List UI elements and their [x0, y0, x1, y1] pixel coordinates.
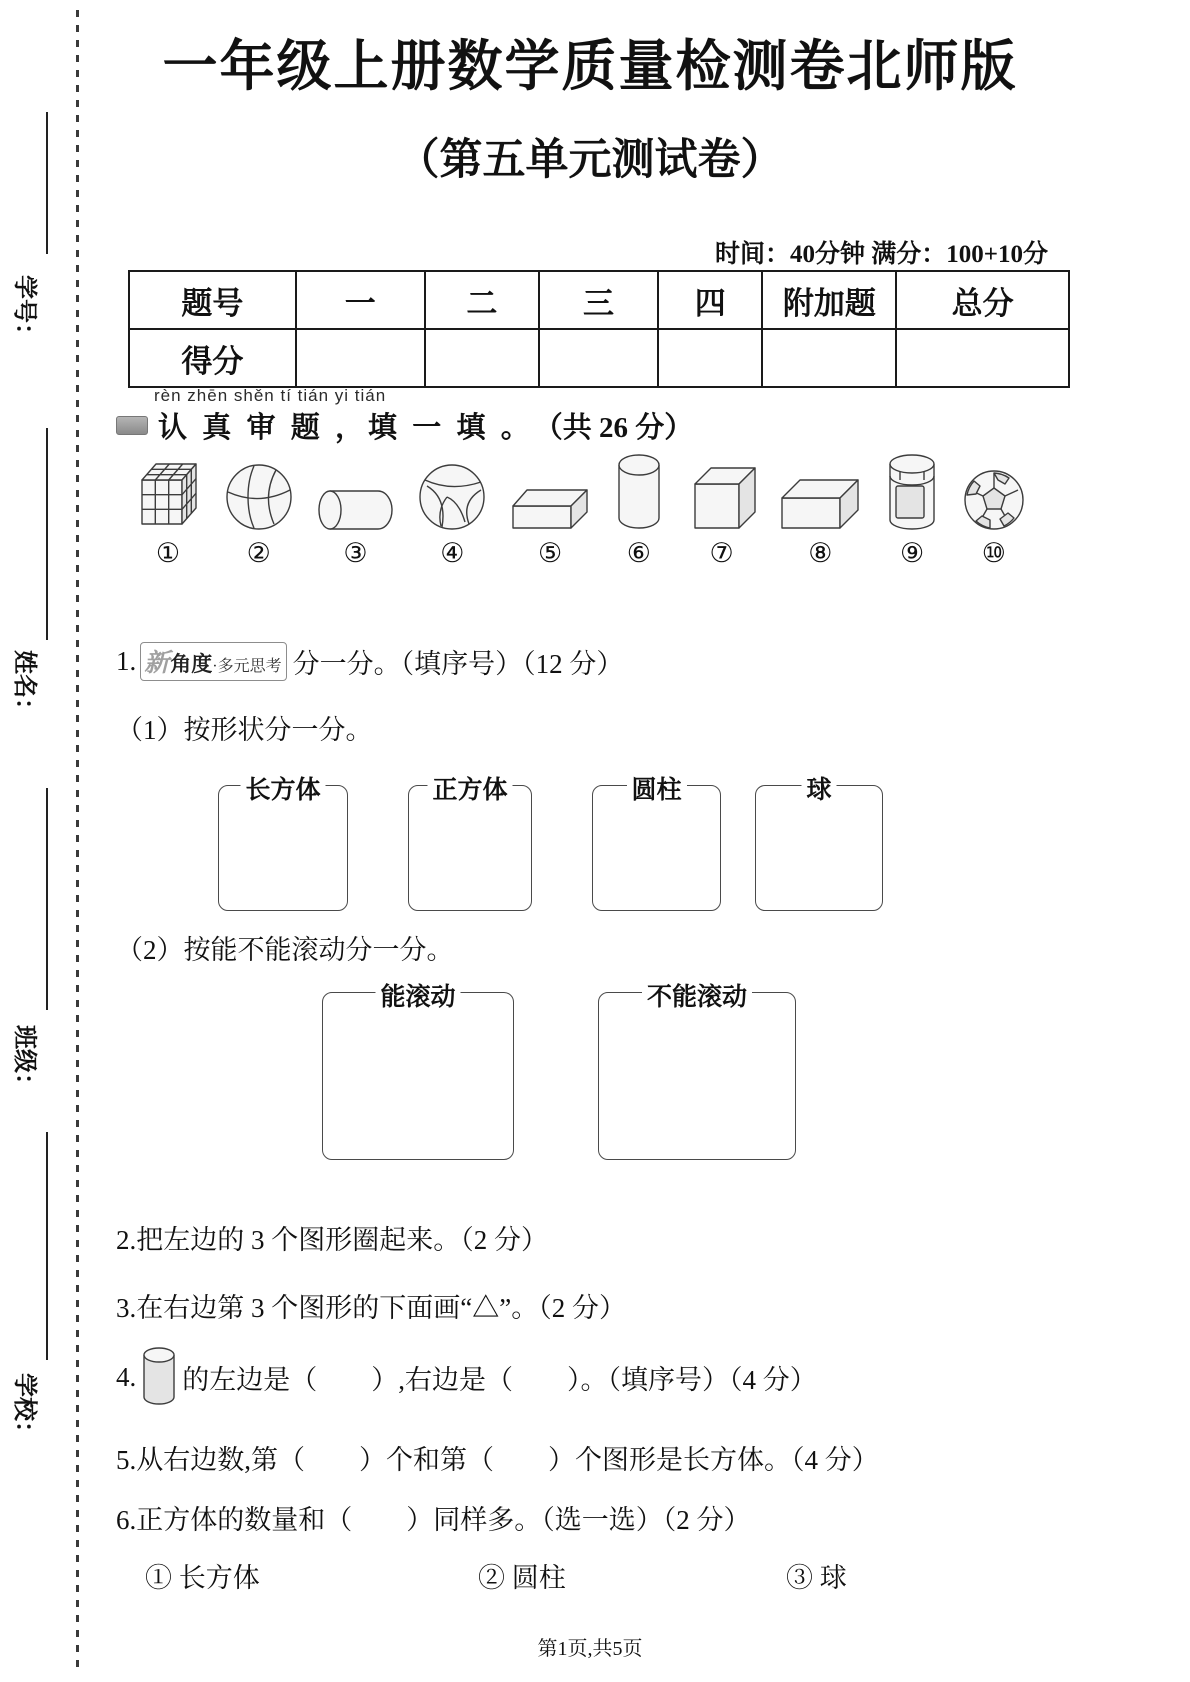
sort-box-cuboid-label: 长方体: [240, 770, 325, 806]
score-col-4: 四: [658, 271, 762, 329]
shape-number: ①: [155, 538, 181, 568]
volleyball-icon: [417, 462, 487, 532]
shape-number: ②: [246, 538, 271, 568]
sort-box-sphere-label: 球: [801, 770, 836, 806]
sort-box-cylinder-label: 圆柱: [626, 770, 686, 806]
shape-horizontal-cylinder: [316, 488, 396, 569]
question-6: 6.正方体的数量和（ ）同样多。（选一选）（2 分）: [116, 1505, 751, 1535]
score-col-2: 二: [425, 271, 539, 329]
name-label: 姓名：: [11, 650, 37, 722]
shape-flat-cuboid: [509, 482, 591, 569]
sort-box-cube-label: 正方体: [427, 770, 512, 806]
score-table-score-row: [129, 329, 1069, 387]
name-fill-line: [46, 428, 48, 640]
shape-number: ④: [440, 538, 465, 568]
sort-box-cuboid: [218, 777, 348, 911]
basketball-icon: [224, 462, 294, 532]
school-fill-line: [46, 1132, 48, 1360]
cuboid-icon: [778, 470, 862, 532]
badge-angle-text: 角度: [170, 652, 213, 676]
badge-new-text: 新: [144, 650, 170, 677]
score-col-bonus: 附加题: [762, 271, 896, 329]
page-number-footer: 第1页,共5页: [537, 1638, 643, 1660]
rubiks-cube-icon: [134, 452, 202, 532]
roll-sort-boxes: [110, 984, 1070, 1167]
soccer-ball-icon: [962, 468, 1026, 532]
shape-number: ③: [343, 538, 368, 568]
score-table: [128, 270, 1070, 388]
score-table-corner: 题号: [129, 271, 296, 329]
binding-dotted-line: [76, 10, 79, 1672]
horizontal-cylinder-icon: [316, 488, 396, 532]
shape-number: ⑩: [981, 538, 1006, 568]
shape-number: ⑤: [537, 538, 563, 568]
shape-basketball: [224, 462, 294, 569]
shape-vertical-cylinder: [613, 452, 665, 569]
sort-box-cannot-roll: [598, 984, 796, 1160]
sort-box-cannot-roll-label: 不能滚动: [642, 977, 752, 1013]
shape-soccer-ball: [962, 468, 1026, 569]
student-id-fill-line: [46, 112, 48, 254]
question-2: 2.把左边的 3 个图形圈起来。（2 分）: [116, 1225, 548, 1255]
class-label: 班级：: [11, 1025, 37, 1097]
shape-number: ⑧: [808, 538, 833, 568]
new-angle-badge: [140, 642, 286, 681]
section-heading: [116, 405, 693, 446]
score-row-label: 得分: [129, 329, 296, 387]
shape-number: ⑨: [900, 538, 925, 568]
shape-cube: [687, 458, 757, 569]
score-col-1: 一: [296, 271, 425, 329]
score-cell-1: [296, 329, 425, 387]
shape-number: ⑦: [709, 538, 734, 568]
question-1: [116, 642, 623, 681]
option-sphere: ③ 球: [786, 1563, 847, 1593]
time-score-meta: 时间：40分钟 满分：100+10分: [715, 241, 1048, 268]
score-col-total: 总分: [896, 271, 1069, 329]
shape-sort-boxes: [110, 777, 1070, 915]
shapes-strip: [134, 452, 1026, 569]
option-cylinder: ② 圆柱: [478, 1563, 566, 1593]
cube-icon: [687, 458, 757, 532]
shape-jar: [884, 452, 940, 569]
question-4-text: 的左边是（ ）,右边是（ ）。（填序号）（4 分）: [182, 1364, 817, 1395]
option-cuboid: ① 长方体: [145, 1563, 260, 1593]
section-heading-text: 认 真 审 题 ，填 一 填 。: [158, 412, 534, 444]
score-cell-3: [539, 329, 658, 387]
score-cell-bonus: [762, 329, 896, 387]
paper-content: [110, 0, 1070, 1682]
shape-rubiks-cube: [134, 452, 202, 569]
question-5: 5.从右边数,第（ ）个和第（ ）个图形是长方体。（4 分）: [116, 1445, 879, 1475]
vertical-cylinder-icon: [613, 452, 665, 532]
question-1-sub1: （1）按形状分一分。: [116, 715, 373, 745]
question-4-number: 4.: [116, 1361, 137, 1392]
student-id-label: 学号：: [11, 275, 37, 347]
sort-box-cylinder: [592, 777, 721, 911]
section-points: （共 26 分）: [533, 412, 694, 444]
school-label: 学校：: [11, 1373, 37, 1445]
score-cell-2: [425, 329, 539, 387]
score-table-header-row: [129, 271, 1069, 329]
question-4: [116, 1345, 817, 1409]
shape-volleyball: [417, 462, 487, 569]
flat-cuboid-icon: [509, 482, 591, 532]
question-3: 3.在右边第 3 个图形的下面画“△”。（2 分）: [116, 1293, 626, 1323]
jar-icon: [884, 452, 940, 532]
shape-number: ⑥: [626, 538, 651, 568]
sort-box-cube: [408, 777, 532, 911]
sort-box-sphere: [755, 777, 883, 911]
score-cell-total: [896, 329, 1069, 387]
question-4-cylinder-icon: [140, 1345, 178, 1409]
badge-think-text: ·多元思考: [212, 658, 282, 675]
score-col-3: 三: [539, 271, 658, 329]
question-1-sub2: （2）按能不能滚动分一分。: [116, 935, 454, 965]
class-fill-line: [46, 788, 48, 1010]
shape-cuboid: [778, 470, 862, 569]
paper-subtitle: （第五单元测试卷）: [396, 137, 784, 184]
section-pinyin: rèn zhēn shěn tí tián yi tián: [154, 386, 387, 405]
question-1-text: 分一分。（填序号）（12 分）: [292, 649, 624, 679]
sort-box-can-roll-label: 能滚动: [375, 977, 460, 1013]
question-1-number: 1.: [116, 646, 137, 676]
section-marker-icon: [116, 416, 148, 435]
paper-title: 一年级上册数学质量检测卷北师版: [162, 36, 1018, 97]
score-cell-4: [658, 329, 762, 387]
sort-box-can-roll: [322, 984, 514, 1160]
